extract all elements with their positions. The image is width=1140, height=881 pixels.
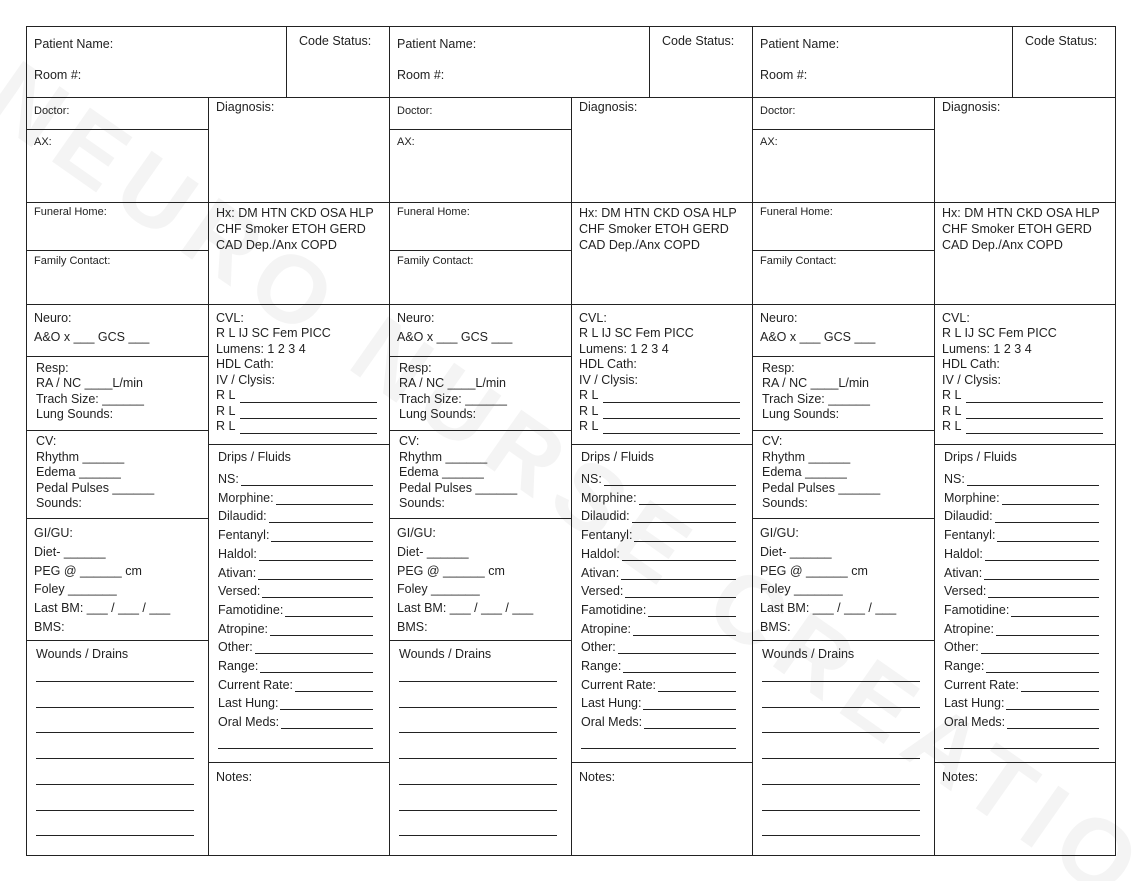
p2-iv-blank-line[interactable]	[603, 433, 740, 434]
p2-iv-rl-label: R L	[579, 388, 599, 402]
p3-drip-blank-line[interactable]	[1006, 709, 1099, 710]
p2-cv-label: CV:	[399, 434, 420, 448]
p1-gigu-line-5: BMS:	[34, 620, 65, 634]
p2-hx-line-2: CHF Smoker ETOH GERD	[579, 222, 729, 236]
p2-resp-line-1: RA / NC ____L/min	[399, 376, 506, 390]
p1-drip-blank-line[interactable]	[241, 485, 373, 486]
p2-drip-item-label: Range:	[581, 659, 622, 673]
p1-cv-line-1: Rhythm ______	[36, 450, 125, 464]
p1-drip-item-label: Dilaudid:	[218, 509, 267, 524]
p1-cv-line-4: Sounds:	[36, 496, 82, 510]
p2-ax-label: AX:	[397, 136, 415, 148]
p2-wounds-blank-line[interactable]	[399, 784, 557, 785]
p1-iv-blank-line[interactable]	[240, 418, 377, 419]
p3-code-status-label: Code Status:	[1025, 34, 1098, 48]
p2-hx-line-3: CAD Dep./Anx COPD	[579, 238, 700, 252]
p3-iv-rl-label: R L	[942, 419, 962, 433]
p2-diagnosis-label: Diagnosis:	[579, 100, 638, 114]
p3-cv-line-4: Sounds:	[762, 496, 808, 510]
p2-room-label: Room #:	[397, 68, 445, 82]
p3-notes-label: Notes:	[942, 770, 979, 784]
p2-drip-item-label: Dilaudid:	[581, 509, 630, 524]
p3-drip-blank-line[interactable]	[981, 653, 1099, 654]
p3-gigu-line-5: BMS:	[760, 620, 791, 634]
p3-cv-line-3: Pedal Pulses ______	[762, 481, 881, 495]
p2-drip-blank-line[interactable]	[633, 635, 736, 636]
p2-drip-blank-line[interactable]	[604, 485, 736, 486]
p2-drip-item-label: Current Rate:	[581, 677, 657, 692]
p3-funeral-home-label: Funeral Home:	[760, 206, 833, 218]
p1-drip-item-label: Other:	[218, 640, 253, 655]
p3-hdl-cath-label: HDL Cath:	[942, 357, 1000, 371]
p3-drip-item-label: Versed:	[944, 584, 987, 599]
p3-cv-line-2: Edema ______	[762, 465, 847, 479]
p2-drip-blank-line[interactable]	[632, 522, 736, 523]
p2-gigu-line-4: Last BM: ___ / ___ / ___	[397, 601, 534, 615]
p3-gigu-label: GI/GU:	[760, 526, 799, 540]
p2-cvl-label: CVL:	[579, 311, 607, 325]
p2-notes-label: Notes:	[579, 770, 616, 784]
p3-room-label: Room #:	[760, 68, 808, 82]
p3-drip-item-label: NS:	[944, 472, 965, 486]
p2-resp-line-2: Trach Size: ______	[399, 392, 507, 406]
p3-drip-blank-line[interactable]	[997, 541, 1099, 542]
p1-drip-blank-line[interactable]	[271, 541, 373, 542]
p3-cv-line-1: Rhythm ______	[762, 450, 851, 464]
p2-iv-blank-line[interactable]	[603, 402, 740, 403]
p2-resp-label: Resp:	[399, 361, 432, 375]
p3-hx-line-3: CAD Dep./Anx COPD	[942, 238, 1063, 252]
p1-iv-clysis-label: IV / Clysis:	[216, 373, 276, 387]
p1-wounds-blank-line[interactable]	[36, 758, 194, 759]
p3-drip-item-label: Current Rate:	[944, 677, 1020, 692]
p1-drip-item-label: Versed:	[218, 584, 261, 599]
p2-wounds-blank-line[interactable]	[399, 810, 557, 811]
p3-gigu-line-3: Foley _______	[760, 582, 843, 596]
p3-ax-label: AX:	[760, 136, 778, 148]
p1-gigu-line-2: PEG @ ______ cm	[34, 564, 142, 578]
p1-drip-blank-line[interactable]	[269, 522, 373, 523]
p3-drip-item-label: Dilaudid:	[944, 509, 993, 524]
p1-cv-line-3: Pedal Pulses ______	[36, 481, 155, 495]
p2-gigu-label: GI/GU:	[397, 526, 436, 540]
p1-funeral-home-label: Funeral Home:	[34, 206, 107, 218]
p1-wounds-label: Wounds / Drains	[36, 647, 129, 661]
p1-ax-field[interactable]	[26, 129, 209, 203]
p1-drip-item-label: Oral Meds:	[218, 715, 280, 730]
p3-hx-line-2: CHF Smoker ETOH GERD	[942, 222, 1092, 236]
p1-wounds-blank-line[interactable]	[36, 681, 194, 682]
p3-wounds-blank-line[interactable]	[762, 835, 920, 836]
p3-ax-field[interactable]	[752, 129, 935, 203]
p1-cv-label: CV:	[36, 434, 57, 448]
p1-wounds-drains-field[interactable]	[26, 640, 209, 856]
p1-drip-blank-line[interactable]	[285, 616, 373, 617]
p1-hdl-cath-label: HDL Cath:	[216, 357, 274, 371]
p1-drip-item-label: Morphine:	[218, 490, 274, 505]
p3-drip-blank-line[interactable]	[988, 597, 1099, 598]
p2-hx-line-1: Hx: DM HTN CKD OSA HLP	[579, 206, 737, 220]
p3-diagnosis-label: Diagnosis:	[942, 100, 1001, 114]
p3-cvl-label: CVL:	[942, 311, 970, 325]
p2-iv-rl-label: R L	[579, 419, 599, 433]
p2-code-status-label: Code Status:	[662, 34, 735, 48]
p1-wounds-blank-line[interactable]	[36, 810, 194, 811]
p3-drip-item-label: Haldol:	[944, 546, 983, 561]
p2-cv-line-1: Rhythm ______	[399, 450, 488, 464]
p3-wounds-blank-line[interactable]	[762, 681, 920, 682]
p1-family-contact-label: Family Contact:	[34, 255, 111, 267]
p2-wounds-drains-field[interactable]	[389, 640, 572, 856]
p1-drip-item-label: Current Rate:	[218, 677, 294, 692]
p3-resp-line-3: Lung Sounds:	[762, 407, 840, 421]
p2-drip-blank-line[interactable]	[648, 616, 736, 617]
p2-wounds-blank-line[interactable]	[399, 732, 557, 733]
p2-neuro-line: A&O x ___ GCS ___	[397, 330, 513, 344]
p3-cvl-line-2: Lumens: 1 2 3 4	[942, 342, 1032, 356]
p3-drip-item-label: Ativan:	[944, 565, 983, 580]
p3-drip-blank-line[interactable]	[1021, 691, 1099, 692]
p1-drip-item-label: NS:	[218, 472, 239, 486]
p1-drip-blank-line[interactable]	[270, 635, 373, 636]
p2-drip-blank-line[interactable]	[643, 709, 736, 710]
p2-gigu-line-3: Foley _______	[397, 582, 480, 596]
p3-resp-line-1: RA / NC ____L/min	[762, 376, 869, 390]
p1-code-status-label: Code Status:	[299, 34, 372, 48]
p1-drip-blank-line[interactable]	[259, 560, 373, 561]
p2-doctor-label: Doctor:	[397, 105, 433, 117]
p3-iv-rl-label: R L	[942, 403, 962, 418]
p3-drip-blank-line[interactable]	[986, 672, 1099, 673]
p1-hx-line-3: CAD Dep./Anx COPD	[216, 238, 337, 252]
p2-hdl-cath-label: HDL Cath:	[579, 357, 637, 371]
p2-drip-blank-line[interactable]	[644, 728, 736, 729]
p2-drip-blank-line[interactable]	[658, 691, 736, 692]
p2-patient-name-label: Patient Name:	[397, 37, 477, 51]
p3-iv-rl-label: R L	[942, 388, 962, 402]
p1-drip-blank-line[interactable]	[218, 748, 373, 749]
p2-drip-item-label: Atropine:	[581, 621, 632, 636]
p3-resp-line-2: Trach Size: ______	[762, 392, 870, 406]
p2-iv-rl-label: R L	[579, 403, 599, 418]
p3-patient-name-label: Patient Name:	[760, 37, 840, 51]
p3-drip-item-label: Atropine:	[944, 621, 995, 636]
p1-drip-item-label: Atropine:	[218, 621, 269, 636]
p1-wounds-blank-line[interactable]	[36, 707, 194, 708]
p1-drip-item-label: Fentanyl:	[218, 528, 270, 543]
p2-ax-field[interactable]	[389, 129, 572, 203]
p3-hx-line-1: Hx: DM HTN CKD OSA HLP	[942, 206, 1100, 220]
p3-drip-blank-line[interactable]	[944, 748, 1099, 749]
p1-drip-item-label: Ativan:	[218, 565, 257, 580]
p1-cv-line-2: Edema ______	[36, 465, 121, 479]
p3-gigu-line-4: Last BM: ___ / ___ / ___	[760, 601, 897, 615]
p3-drip-item-label: Last Hung:	[944, 696, 1005, 711]
p2-cvl-line-2: Lumens: 1 2 3 4	[579, 342, 669, 356]
p2-drip-item-label: Morphine:	[581, 490, 637, 505]
p2-family-contact-label: Family Contact:	[397, 255, 474, 267]
p3-doctor-label: Doctor:	[760, 105, 796, 117]
p1-resp-line-2: Trach Size: ______	[36, 392, 144, 406]
p1-resp-label: Resp:	[36, 361, 69, 375]
p1-notes-label: Notes:	[216, 770, 253, 784]
p3-drip-item-label: Other:	[944, 640, 979, 655]
p1-gigu-label: GI/GU:	[34, 526, 73, 540]
p2-gigu-line-5: BMS:	[397, 620, 428, 634]
p1-cvl-label: CVL:	[216, 311, 244, 325]
p1-iv-blank-line[interactable]	[240, 433, 377, 434]
p3-drip-blank-line[interactable]	[984, 579, 1099, 580]
p3-wounds-label: Wounds / Drains	[762, 647, 855, 661]
p1-drip-blank-line[interactable]	[260, 672, 373, 673]
p1-ax-label: AX:	[34, 136, 52, 148]
p1-drip-item-label: Famotidine:	[218, 602, 284, 617]
p2-gigu-line-1: Diet- ______	[397, 545, 469, 559]
p3-wounds-blank-line[interactable]	[762, 707, 920, 708]
p3-drip-blank-line[interactable]	[967, 485, 1099, 486]
p1-diagnosis-label: Diagnosis:	[216, 100, 275, 114]
p1-wounds-blank-line[interactable]	[36, 835, 194, 836]
p2-drip-blank-line[interactable]	[581, 748, 736, 749]
p1-gigu-line-4: Last BM: ___ / ___ / ___	[34, 601, 171, 615]
p3-family-contact-label: Family Contact:	[760, 255, 837, 267]
p3-wounds-blank-line[interactable]	[762, 810, 920, 811]
p2-drips-label: Drips / Fluids	[581, 450, 654, 464]
p3-cv-label: CV:	[762, 434, 783, 448]
p3-drip-item-label: Fentanyl:	[944, 528, 996, 543]
p1-hx-line-1: Hx: DM HTN CKD OSA HLP	[216, 206, 374, 220]
p3-cvl-line-1: R L IJ SC Fem PICC	[942, 326, 1057, 340]
p3-wounds-blank-line[interactable]	[762, 758, 920, 759]
p2-wounds-label: Wounds / Drains	[399, 647, 492, 661]
p1-hx-line-2: CHF Smoker ETOH GERD	[216, 222, 366, 236]
p2-drip-item-label: Ativan:	[581, 565, 620, 580]
p3-drip-blank-line[interactable]	[1007, 728, 1099, 729]
p2-gigu-line-2: PEG @ ______ cm	[397, 564, 505, 578]
p3-drip-item-label: Morphine:	[944, 490, 1000, 505]
p2-drip-item-label: Famotidine:	[581, 602, 647, 617]
p2-wounds-blank-line[interactable]	[399, 758, 557, 759]
p2-drip-blank-line[interactable]	[622, 560, 736, 561]
p2-iv-clysis-label: IV / Clysis:	[579, 373, 639, 387]
p3-drips-label: Drips / Fluids	[944, 450, 1017, 464]
p1-gigu-line-1: Diet- ______	[34, 545, 106, 559]
p1-doctor-label: Doctor:	[34, 105, 70, 117]
p1-cvl-line-2: Lumens: 1 2 3 4	[216, 342, 306, 356]
p2-resp-line-3: Lung Sounds:	[399, 407, 477, 421]
p3-iv-clysis-label: IV / Clysis:	[942, 373, 1002, 387]
p1-resp-line-1: RA / NC ____L/min	[36, 376, 143, 390]
p1-drip-blank-line[interactable]	[280, 709, 373, 710]
p1-iv-rl-label: R L	[216, 419, 236, 433]
p1-gigu-line-3: Foley _______	[34, 582, 117, 596]
p1-wounds-blank-line[interactable]	[36, 732, 194, 733]
p2-wounds-blank-line[interactable]	[399, 835, 557, 836]
p2-drip-blank-line[interactable]	[621, 579, 736, 580]
p1-drip-blank-line[interactable]	[255, 653, 373, 654]
p1-drip-item-label: Last Hung:	[218, 696, 279, 711]
p3-wounds-blank-line[interactable]	[762, 784, 920, 785]
p3-iv-blank-line[interactable]	[966, 433, 1103, 434]
p1-patient-name-label: Patient Name:	[34, 37, 114, 51]
p3-gigu-line-2: PEG @ ______ cm	[760, 564, 868, 578]
p1-iv-rl-label: R L	[216, 388, 236, 402]
p1-neuro-line: A&O x ___ GCS ___	[34, 330, 150, 344]
p3-drip-blank-line[interactable]	[995, 522, 1099, 523]
p3-neuro-line: A&O x ___ GCS ___	[760, 330, 876, 344]
p2-neuro-label: Neuro:	[397, 311, 435, 325]
p2-drip-blank-line[interactable]	[625, 597, 736, 598]
p1-cvl-line-1: R L IJ SC Fem PICC	[216, 326, 331, 340]
p1-resp-line-3: Lung Sounds:	[36, 407, 114, 421]
p3-neuro-label: Neuro:	[760, 311, 798, 325]
p2-funeral-home-label: Funeral Home:	[397, 206, 470, 218]
p2-drip-blank-line[interactable]	[623, 672, 736, 673]
p3-resp-label: Resp:	[762, 361, 795, 375]
p2-drip-item-label: Other:	[581, 640, 616, 655]
p3-wounds-drains-field[interactable]	[752, 640, 935, 856]
p3-iv-blank-line[interactable]	[966, 418, 1103, 419]
p1-iv-rl-label: R L	[216, 403, 236, 418]
p3-gigu-line-1: Diet- ______	[760, 545, 832, 559]
p2-drip-item-label: Oral Meds:	[581, 715, 643, 730]
p3-wounds-blank-line[interactable]	[762, 732, 920, 733]
p3-drip-blank-line[interactable]	[1011, 616, 1099, 617]
p2-cv-line-3: Pedal Pulses ______	[399, 481, 518, 495]
p2-drip-item-label: Haldol:	[581, 546, 620, 561]
p1-drip-item-label: Range:	[218, 659, 259, 673]
p3-drip-item-label: Famotidine:	[944, 602, 1010, 617]
p3-drip-item-label: Oral Meds:	[944, 715, 1006, 730]
p2-drip-blank-line[interactable]	[634, 541, 736, 542]
p2-cv-line-2: Edema ______	[399, 465, 484, 479]
p3-drip-blank-line[interactable]	[996, 635, 1099, 636]
p2-wounds-blank-line[interactable]	[399, 681, 557, 682]
p3-drip-blank-line[interactable]	[1002, 504, 1099, 505]
p2-cv-line-4: Sounds:	[399, 496, 445, 510]
p1-drip-blank-line[interactable]	[258, 579, 373, 580]
p1-drips-label: Drips / Fluids	[218, 450, 291, 464]
p2-drip-item-label: Last Hung:	[581, 696, 642, 711]
p2-drip-item-label: Versed:	[581, 584, 624, 599]
p2-wounds-blank-line[interactable]	[399, 707, 557, 708]
p2-cvl-line-1: R L IJ SC Fem PICC	[579, 326, 694, 340]
p1-drip-item-label: Haldol:	[218, 546, 257, 561]
p3-drip-blank-line[interactable]	[985, 560, 1099, 561]
p1-drip-blank-line[interactable]	[281, 728, 373, 729]
p1-room-label: Room #:	[34, 68, 82, 82]
p1-drip-blank-line[interactable]	[276, 504, 373, 505]
p3-drip-item-label: Range:	[944, 659, 985, 673]
p3-iv-blank-line[interactable]	[966, 402, 1103, 403]
p1-drip-blank-line[interactable]	[262, 597, 373, 598]
p2-drip-blank-line[interactable]	[639, 504, 736, 505]
p1-neuro-label: Neuro:	[34, 311, 72, 325]
p2-drip-item-label: NS:	[581, 472, 602, 486]
p2-drip-blank-line[interactable]	[618, 653, 736, 654]
p1-iv-blank-line[interactable]	[240, 402, 377, 403]
p1-wounds-blank-line[interactable]	[36, 784, 194, 785]
p2-iv-blank-line[interactable]	[603, 418, 740, 419]
p2-drip-item-label: Fentanyl:	[581, 528, 633, 543]
p1-drip-blank-line[interactable]	[295, 691, 373, 692]
